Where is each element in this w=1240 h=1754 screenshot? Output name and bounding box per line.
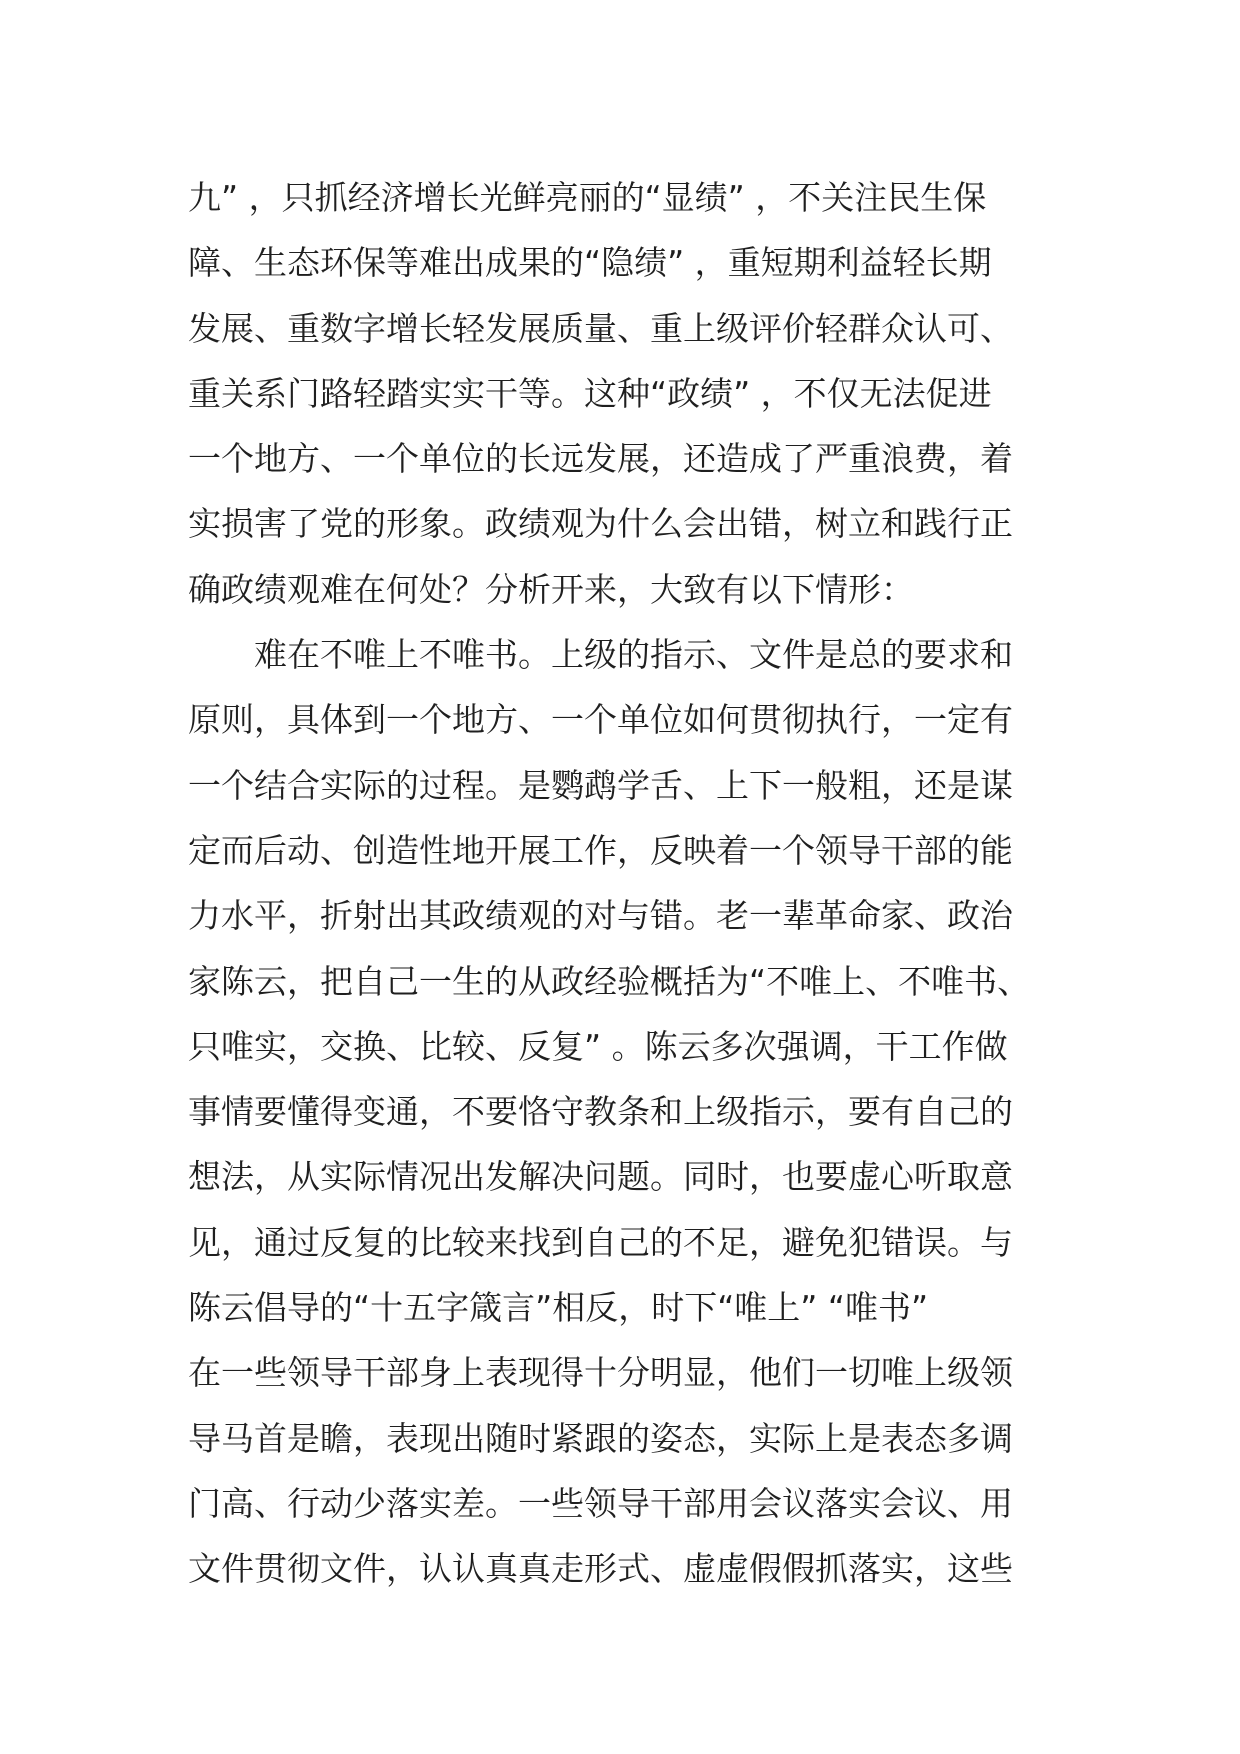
text-line: 在一些领导干部身上表现得十分明显，他们一切唯上级领 (188, 1353, 1013, 1393)
text-line: 一个结合实际的过程。是鹦鹉学舌、上下一般粗，还是谋 (188, 765, 1013, 805)
text-line: 实损害了党的形象。政绩观为什么会出错，树立和践行正 (188, 504, 1013, 544)
text-line: 文件贯彻文件，认认真真走形式、虚虚假假抓落实，这些 (188, 1549, 1013, 1589)
text-line: 确政绩观难在何处？分析开来，大致有以下情形： (188, 569, 914, 609)
text-line: 定而后动、创造性地开展工作，反映着一个领导干部的能 (188, 830, 1013, 870)
text-line: 发展、重数字增长轻发展质量、重上级评价轻群众认可、 (188, 308, 1013, 348)
text-line: 原则，具体到一个地方、一个单位如何贯彻执行，一定有 (188, 700, 1013, 740)
text-line: 事情要懂得变通，不要恪守教条和上级指示，要有自己的 (188, 1092, 1013, 1132)
text-line: 家陈云，把自己一生的从政经验概括为“不唯上、不唯书、 (188, 961, 1031, 1001)
text-line: 力水平，折射出其政绩观的对与错。老一辈革命家、政治 (188, 896, 1013, 936)
text-line: 一个地方、一个单位的长远发展，还造成了严重浪费，着 (188, 439, 1013, 479)
text-line: 想法，从实际情况出发解决问题。同时，也要虚心听取意 (188, 1157, 1013, 1197)
text-line: 只唯实，交换、比较、反复” 。陈云多次强调，干工作做 (188, 1026, 1008, 1066)
text-line: 难在不唯上不唯书。上级的指示、文件是总的要求和 (188, 635, 1013, 675)
text-line: 九” ，只抓经济增长光鲜亮丽的“显绩” ，不关注民生保 (188, 178, 987, 217)
text-line: 重关系门路轻踏实实干等。这种“政绩” ，不仅无法促进 (188, 373, 992, 413)
text-line: 陈云倡导的“十五字箴言”相反，时下“唯上” “唯书” (188, 1288, 929, 1328)
text-line: 导马首是瞻，表现出随时紧跟的姿态，实际上是表态多调 (188, 1418, 1013, 1458)
text-line: 见，通过反复的比较来找到自己的不足，避免犯错误。与 (188, 1222, 1013, 1262)
body-text (188, 165, 1068, 1602)
text-line: 门高、行动少落实差。一些领导干部用会议落实会议、用 (188, 1483, 1013, 1523)
text-line: 障、生态环保等难出成果的“隐绩” ，重短期利益轻长期 (188, 243, 992, 283)
